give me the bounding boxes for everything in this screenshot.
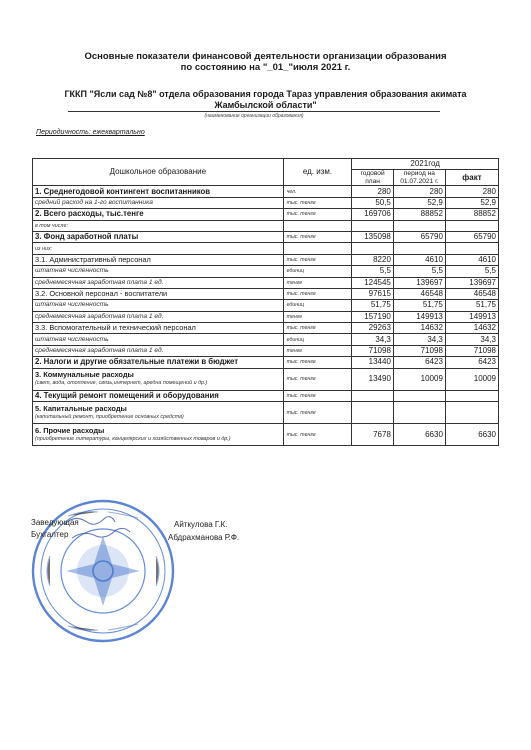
cell-plan bbox=[352, 390, 394, 401]
periodicity: Периодичность: ежеквартально bbox=[36, 129, 145, 136]
cell-plan: 280 bbox=[352, 186, 394, 197]
cell-fact: 6423 bbox=[445, 357, 498, 368]
cell-period: 5,5 bbox=[393, 266, 445, 277]
table-row bbox=[33, 266, 499, 277]
row-label: среднемесячная заработная плата 1 ед. bbox=[33, 311, 284, 322]
row-unit: тыс. тенге bbox=[283, 209, 352, 220]
cell-fact: 52,9 bbox=[445, 197, 498, 208]
cell-plan: 13490 bbox=[352, 368, 394, 390]
cell-period: 4610 bbox=[393, 254, 445, 265]
cell-plan: 157190 bbox=[352, 311, 394, 322]
row-unit: единиц bbox=[283, 334, 352, 345]
row-label: в том числе: bbox=[33, 220, 284, 231]
cell-plan: 50,5 bbox=[352, 197, 394, 208]
row-unit: тыс. тенге bbox=[283, 288, 352, 299]
table-row bbox=[33, 254, 499, 265]
cell-period bbox=[393, 220, 445, 231]
cell-fact: 46548 bbox=[445, 288, 498, 299]
cell-fact: 71098 bbox=[445, 345, 498, 356]
row-label: средний расход на 1-го воспитанника bbox=[33, 197, 284, 208]
cell-fact: 65790 bbox=[445, 231, 498, 242]
cell-fact: 4610 bbox=[445, 254, 498, 265]
row-label: 3.3. Вспомогательный и технический персонал bbox=[33, 323, 284, 334]
cell-fact: 14632 bbox=[445, 323, 498, 334]
header-unit: ед. изм. bbox=[283, 159, 352, 186]
row-unit: тыс. тенге bbox=[283, 323, 352, 334]
cell-period: 6423 bbox=[393, 357, 445, 368]
signature-scribble bbox=[60, 512, 160, 546]
cell-period: 139697 bbox=[393, 277, 445, 288]
cell-period: 52,9 bbox=[393, 197, 445, 208]
cell-fact bbox=[445, 390, 498, 401]
row-label: 1. Среднегодовой контингент воспитанников bbox=[33, 186, 284, 197]
row-label: 2. Всего расходы, тыс.тенге bbox=[33, 209, 284, 220]
row-label: из них: bbox=[33, 243, 284, 254]
organization-name-cont: Жамбылской области" bbox=[214, 100, 317, 110]
row-unit: тыс. тенге bbox=[283, 402, 352, 424]
cell-plan bbox=[352, 243, 394, 254]
cell-period: 14632 bbox=[393, 323, 445, 334]
row-label: 4. Текущий ремонт помещений и оборудования bbox=[33, 390, 284, 401]
cell-period: 149913 bbox=[393, 311, 445, 322]
cell-plan: 7678 bbox=[352, 424, 394, 446]
table-row bbox=[33, 390, 499, 401]
row-unit: единиц bbox=[283, 266, 352, 277]
organization-caption: (наименование организации образования) bbox=[204, 113, 304, 119]
table-row bbox=[33, 424, 499, 446]
row-label-text: 5. Капитальные расходы bbox=[35, 403, 127, 413]
cell-plan: 135098 bbox=[352, 231, 394, 242]
cell-plan: 124545 bbox=[352, 277, 394, 288]
row-label: среднемесячная заработная плата 1 ед. bbox=[33, 345, 284, 356]
cell-fact: 5,5 bbox=[445, 266, 498, 277]
table-row bbox=[33, 323, 499, 334]
row-label: 3.1. Административный персонал bbox=[33, 254, 284, 265]
row-label-note: (свет, вода, отопление, связь,интернет, аредна помещений и др.) bbox=[35, 380, 208, 387]
cell-fact: 51,75 bbox=[445, 300, 498, 311]
cell-plan: 13440 bbox=[352, 357, 394, 368]
cell-period: 6630 bbox=[393, 424, 445, 446]
table-row bbox=[33, 345, 499, 356]
cell-fact bbox=[445, 402, 498, 424]
cell-plan: 169706 bbox=[352, 209, 394, 220]
row-label bbox=[33, 368, 284, 390]
table-row bbox=[33, 243, 499, 254]
row-unit: тыс. тенге bbox=[283, 254, 352, 265]
cell-plan: 97615 bbox=[352, 288, 394, 299]
cell-fact bbox=[445, 243, 498, 254]
table-row bbox=[33, 231, 499, 242]
cell-fact: 34,3 bbox=[445, 334, 498, 345]
row-unit: чел. bbox=[283, 186, 352, 197]
table-row bbox=[33, 368, 499, 390]
table-row bbox=[33, 288, 499, 299]
row-label: штатная численность bbox=[33, 300, 284, 311]
row-label: штатная численность bbox=[33, 266, 284, 277]
row-unit: тенге bbox=[283, 277, 352, 288]
row-unit: тыс. тенге bbox=[283, 231, 352, 242]
document-title: Основные показатели финансовой деятельности организации образования bbox=[84, 51, 447, 62]
cell-period: 65790 bbox=[393, 231, 445, 242]
row-label-note: (капитальный ремонт, приобретение основных средств) bbox=[35, 413, 184, 420]
head-signature-name: Айткулова Г.К. bbox=[174, 520, 228, 529]
cell-period: 51,75 bbox=[393, 300, 445, 311]
row-unit: единиц bbox=[283, 300, 352, 311]
financial-table bbox=[32, 158, 499, 446]
row-label bbox=[33, 402, 284, 424]
head-signature-title: Заведующая bbox=[31, 518, 79, 527]
cell-period: 280 bbox=[393, 186, 445, 197]
table-row bbox=[33, 357, 499, 368]
row-label-text: 6. Прочие расходы bbox=[35, 425, 105, 435]
table-row bbox=[33, 209, 499, 220]
cell-fact: 149913 bbox=[445, 311, 498, 322]
cell-fact: 280 bbox=[445, 186, 498, 197]
row-label: 3. Фонд заработной платы bbox=[33, 231, 284, 242]
row-label: штатная численность bbox=[33, 334, 284, 345]
row-unit: тыс. тенге bbox=[283, 390, 352, 401]
header-fact: факт bbox=[445, 170, 498, 186]
cell-period bbox=[393, 243, 445, 254]
table-row bbox=[33, 220, 499, 231]
accountant-signature-title: Бухгалтер bbox=[31, 530, 69, 539]
cell-period: 88852 bbox=[393, 209, 445, 220]
row-label: 3.2. Основной персонал - воспитатели bbox=[33, 288, 284, 299]
header-period: период на 01.07.2021 г. bbox=[393, 170, 445, 186]
document-date: по состоянию на "_01_"июля 2021 г. bbox=[180, 62, 351, 73]
row-unit: тыс. тенге bbox=[283, 357, 352, 368]
organization-name: ГККП "Ясли сад №8" отдела образования города Тараз управления образования акимата bbox=[64, 89, 467, 99]
row-label-note: (приобретение литературы, канцелярских и хозяйственных товаров и др.) bbox=[35, 435, 231, 442]
header-year: 2021год bbox=[352, 159, 499, 170]
accountant-signature-name: Абдрахманова Р.Ф. bbox=[168, 533, 240, 542]
cell-plan: 8220 bbox=[352, 254, 394, 265]
cell-fact: 139697 bbox=[445, 277, 498, 288]
cell-period: 46548 bbox=[393, 288, 445, 299]
cell-period: 34,3 bbox=[393, 334, 445, 345]
cell-fact: 10009 bbox=[445, 368, 498, 390]
cell-plan bbox=[352, 220, 394, 231]
row-unit bbox=[283, 243, 352, 254]
cell-fact: 6630 bbox=[445, 424, 498, 446]
cell-plan bbox=[352, 402, 394, 424]
header-category: Дошкольное образование bbox=[33, 159, 284, 186]
cell-plan: 5,5 bbox=[352, 266, 394, 277]
table-row bbox=[33, 277, 499, 288]
row-label bbox=[33, 424, 284, 446]
table-row bbox=[33, 300, 499, 311]
cell-fact: 88852 bbox=[445, 209, 498, 220]
row-unit: тыс. тенге bbox=[283, 197, 352, 208]
cell-period bbox=[393, 390, 445, 401]
row-label: 2. Налоги и другие обязательные платежи в бюджет bbox=[33, 357, 284, 368]
table-row bbox=[33, 402, 499, 424]
table-row bbox=[33, 197, 499, 208]
table-row bbox=[33, 186, 499, 197]
cell-period: 10009 bbox=[393, 368, 445, 390]
row-unit: тенге bbox=[283, 345, 352, 356]
cell-fact bbox=[445, 220, 498, 231]
cell-period bbox=[393, 402, 445, 424]
table-row bbox=[33, 334, 499, 345]
cell-plan: 29263 bbox=[352, 323, 394, 334]
organization-underline bbox=[68, 111, 440, 112]
row-unit: тенге bbox=[283, 311, 352, 322]
header-plan: годовой план bbox=[352, 170, 394, 186]
table-row bbox=[33, 311, 499, 322]
row-label-text: 3. Коммунальные расходы bbox=[35, 370, 134, 380]
row-unit: тыс. тенге bbox=[283, 424, 352, 446]
cell-plan: 34,3 bbox=[352, 334, 394, 345]
row-unit bbox=[283, 220, 352, 231]
cell-period: 71098 bbox=[393, 345, 445, 356]
cell-plan: 71098 bbox=[352, 345, 394, 356]
row-unit: тыс. тенге bbox=[283, 368, 352, 390]
row-label: среднемесячная заработная плата 1 ед. bbox=[33, 277, 284, 288]
cell-plan: 51,75 bbox=[352, 300, 394, 311]
